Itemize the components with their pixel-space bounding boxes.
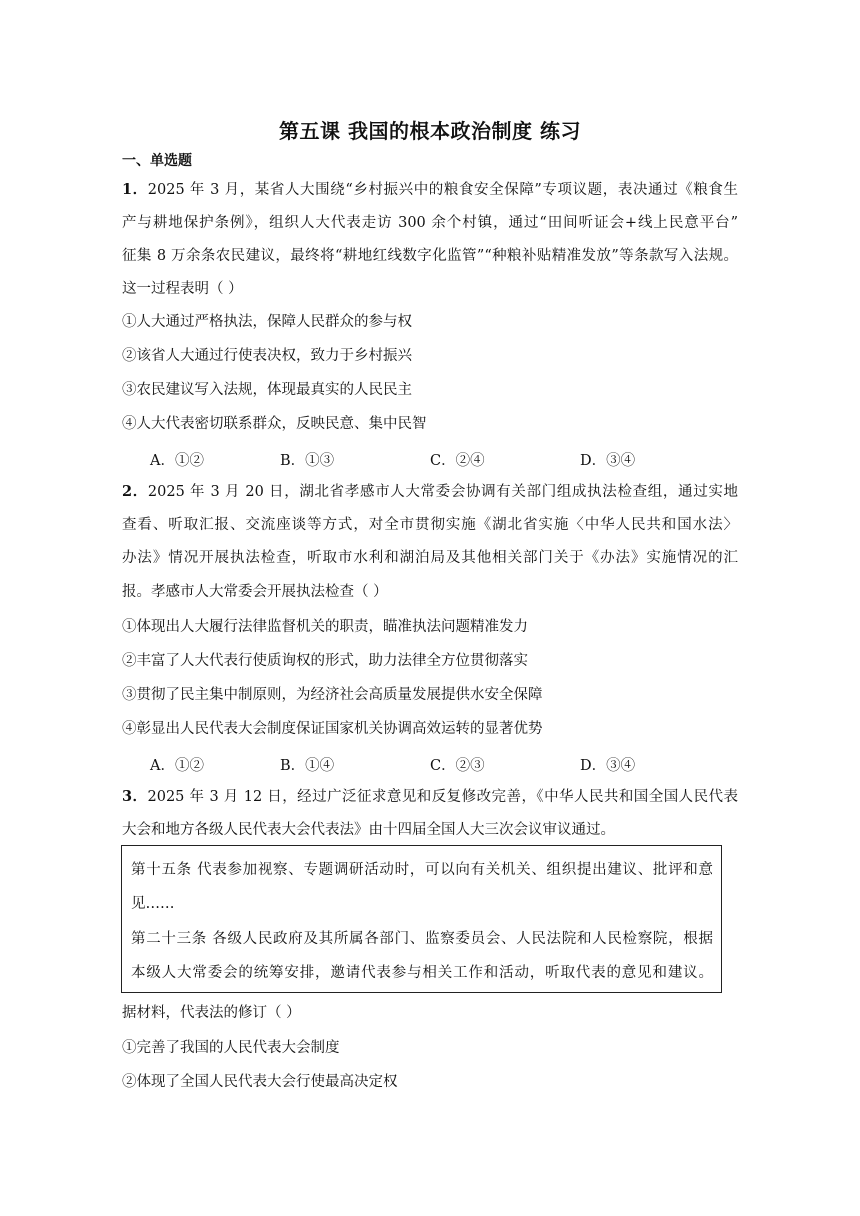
statement: ③农民建议写入法规，体现最真实的人民民主 bbox=[122, 382, 412, 398]
question-3-line: 3．2025 年 3 月 12 日，经过广泛征求意见和反复修改完善，《中华人民共和国全国人民代表 bbox=[122, 788, 738, 805]
question-1-line: 1．2025 年 3 月，某省人大围绕“乡村振兴中的粮食安全保障”专项议题，表决通过《粮食生 bbox=[122, 181, 739, 198]
question-2-line: 2．2025 年 3 月 20 日，湖北省孝感市人大常委会协调有关部门组成执法检查组，通过实地 bbox=[122, 483, 738, 500]
page-title: 第五课 我国的根本政治制度 练习 bbox=[279, 119, 581, 143]
option-c[interactable]: C．②③ bbox=[430, 758, 485, 774]
statement: ①人大通过严格执法，保障人民群众的参与权 bbox=[122, 314, 412, 330]
option-d[interactable]: D．③④ bbox=[580, 453, 636, 469]
question-3-prompt: 据材料，代表法的修订（ ） bbox=[122, 1005, 301, 1021]
option-b[interactable]: B．①④ bbox=[280, 758, 335, 774]
answer-options bbox=[150, 449, 750, 469]
statement: ②丰富了人大代表行使质询权的形式，助力法律全方位贯彻落实 bbox=[122, 653, 528, 669]
option-a[interactable]: A．①② bbox=[150, 453, 204, 469]
answer-options bbox=[150, 754, 750, 774]
material-line: 第十五条 代表参加视察、专题调研活动时，可以向有关机关、组织提出建议、批评和意 bbox=[131, 862, 713, 878]
question-number: 1． bbox=[122, 181, 148, 198]
material-line: 见…… bbox=[131, 896, 175, 912]
question-number: 3． bbox=[122, 788, 148, 805]
material-line: 本级人大常委会的统筹安排，邀请代表参与相关工作和活动，听取代表的意见和建议。 bbox=[131, 965, 713, 981]
statement: ②体现了全国人民代表大会行使最高决定权 bbox=[122, 1074, 398, 1090]
statement: ①完善了我国的人民代表大会制度 bbox=[122, 1040, 340, 1056]
question-3-line: 大会和地方各级人民代表大会代表法》由十四届全国人大三次会议审议通过。 bbox=[122, 822, 615, 838]
statement: ②该省人大通过行使表决权，致力于乡村振兴 bbox=[122, 348, 412, 364]
question-2-line: 报。孝感市人大常委会开展执法检查（ ） bbox=[122, 584, 388, 600]
question-number: 2． bbox=[122, 483, 148, 500]
statement: ④彰显出人民代表大会制度保证国家机关协调高效运转的显著优势 bbox=[122, 721, 543, 737]
question-1-line: 这一过程表明（ ） bbox=[122, 281, 243, 297]
option-c[interactable]: C．②④ bbox=[430, 453, 485, 469]
question-1-line: 产与耕地保护条例》，组织人大代表走访 300 余个村镇，通过“田间听证会+线上民意平台” bbox=[122, 215, 738, 231]
option-a[interactable]: A．①② bbox=[150, 758, 204, 774]
statement: ④人大代表密切联系群众，反映民意、集中民智 bbox=[122, 416, 427, 432]
question-1-line: 征集 8 万余条农民建议，最终将“耕地红线数字化监管”“种粮补贴精准发放”等条款写入法规。 bbox=[122, 248, 738, 264]
option-b[interactable]: B．①③ bbox=[280, 453, 335, 469]
statement: ③贯彻了民主集中制原则，为经济社会高质量发展提供水安全保障 bbox=[122, 687, 543, 703]
material-line: 第二十三条 各级人民政府及其所属各部门、监察委员会、人民法院和人民检察院，根据 bbox=[131, 931, 713, 947]
statement: ①体现出人大履行法律监督机关的职责，瞄准执法问题精准发力 bbox=[122, 619, 528, 635]
option-d[interactable]: D．③④ bbox=[580, 758, 636, 774]
question-2-line: 办法》情况开展执法检查，听取市水利和湖泊局及其他相关部门关于《办法》实施情况的汇 bbox=[122, 550, 738, 566]
section-heading: 一、单选题 bbox=[122, 153, 192, 169]
question-2-line: 查看、听取汇报、交流座谈等方式，对全市贯彻实施《湖北省实施〈中华人民共和国水法〉 bbox=[122, 517, 738, 533]
